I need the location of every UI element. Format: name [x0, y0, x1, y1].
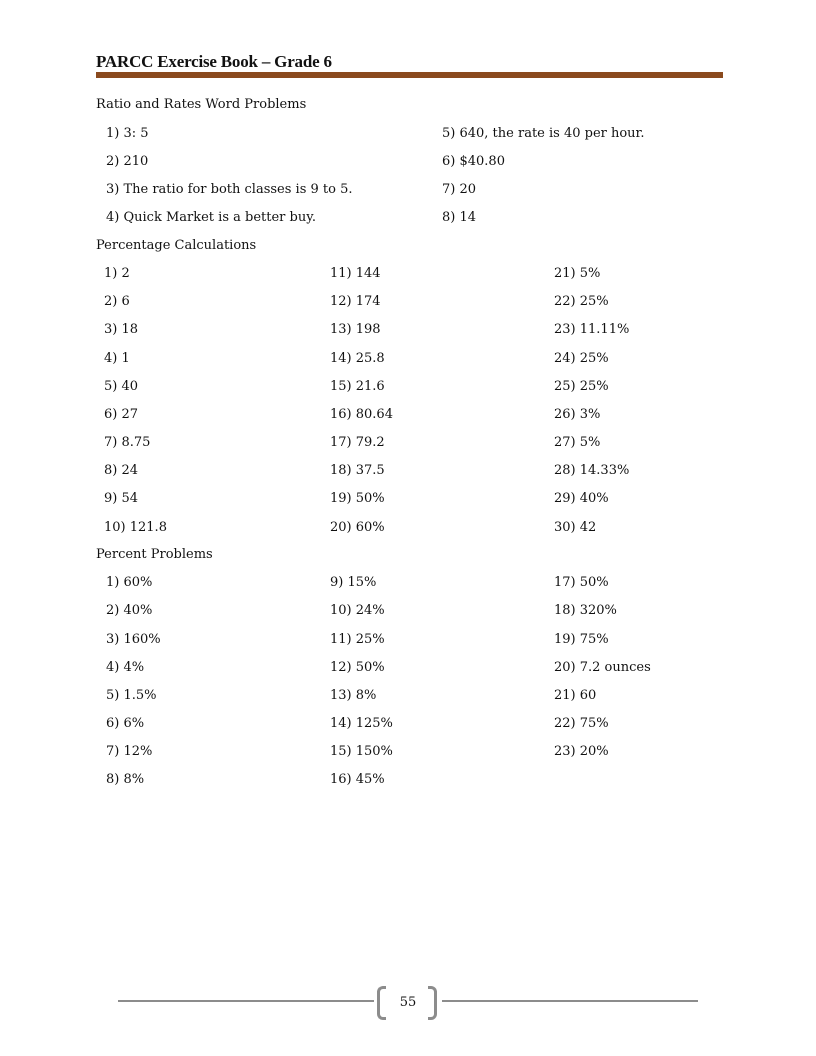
list-item: 10) 121.8	[104, 520, 167, 535]
list-item: 4) 1	[104, 351, 130, 366]
page-header-title: PARCC Exercise Book – Grade 6	[96, 52, 332, 71]
list-item: 18) 37.5	[330, 463, 385, 478]
list-item: 17) 50%	[554, 575, 609, 590]
list-item: 17) 79.2	[330, 435, 385, 450]
list-item: 7) 8.75	[104, 435, 151, 450]
list-item: 6) 27	[104, 407, 139, 422]
list-item: 7) 12%	[106, 744, 153, 759]
list-item: 14) 125%	[330, 716, 393, 731]
list-item: 8) 14	[442, 210, 477, 225]
list-item: 24) 25%	[554, 351, 609, 366]
list-item: 9) 15%	[330, 575, 377, 590]
list-item: 21) 5%	[554, 266, 601, 281]
list-item: 23) 11.11%	[554, 322, 630, 337]
list-item: 5) 40	[104, 379, 139, 394]
list-item: 22) 75%	[554, 716, 609, 731]
list-item: 30) 42	[554, 520, 597, 535]
list-item: 25) 25%	[554, 379, 609, 394]
list-item: 5) 640, the rate is 40 per hour.	[442, 126, 645, 141]
list-item: 6) 6%	[106, 716, 145, 731]
list-item: 3) The ratio for both classes is 9 to 5.	[106, 182, 353, 197]
list-item: 6) $40.80	[442, 154, 505, 169]
list-item: 4) Quick Market is a better buy.	[106, 210, 316, 225]
list-item: 12) 174	[330, 294, 381, 309]
list-item: 13) 198	[330, 322, 381, 337]
list-item: 19) 50%	[330, 491, 385, 506]
footer-rule-left	[118, 1000, 374, 1002]
list-item: 8) 8%	[106, 772, 145, 787]
section-title-ratio: Ratio and Rates Word Problems	[96, 97, 307, 112]
list-item: 1) 60%	[106, 575, 153, 590]
list-item: 7) 20	[442, 182, 477, 197]
page-number: 55	[399, 995, 417, 1010]
list-item: 20) 60%	[330, 520, 385, 535]
list-item: 1) 3: 5	[106, 126, 149, 141]
list-item: 28) 14.33%	[554, 463, 630, 478]
list-item: 9) 54	[104, 491, 139, 506]
list-item: 18) 320%	[554, 603, 617, 618]
list-item: 1) 2	[104, 266, 130, 281]
section-title-percentage: Percentage Calculations	[96, 238, 257, 253]
list-item: 11) 25%	[330, 632, 385, 647]
list-item: 2) 6	[104, 294, 130, 309]
list-item: 23) 20%	[554, 744, 609, 759]
footer-rule-right	[442, 1000, 698, 1002]
list-item: 3) 160%	[106, 632, 161, 647]
list-item: 15) 21.6	[330, 379, 385, 394]
list-item: 3) 18	[104, 322, 139, 337]
list-item: 19) 75%	[554, 632, 609, 647]
list-item: 11) 144	[330, 266, 381, 281]
list-item: 5) 1.5%	[106, 688, 157, 703]
list-item: 10) 24%	[330, 603, 385, 618]
list-item: 14) 25.8	[330, 351, 385, 366]
list-item: 12) 50%	[330, 660, 385, 675]
header-rule	[96, 72, 723, 78]
list-item: 13) 8%	[330, 688, 377, 703]
list-item: 22) 25%	[554, 294, 609, 309]
left-bracket-icon	[377, 986, 386, 1020]
list-item: 8) 24	[104, 463, 139, 478]
list-item: 4) 4%	[106, 660, 145, 675]
list-item: 2) 40%	[106, 603, 153, 618]
section-title-percent-problems: Percent Problems	[96, 547, 213, 562]
list-item: 20) 7.2 ounces	[554, 660, 651, 675]
list-item: 2) 210	[106, 154, 149, 169]
right-bracket-icon	[428, 986, 437, 1020]
list-item: 16) 45%	[330, 772, 385, 787]
list-item: 29) 40%	[554, 491, 609, 506]
list-item: 16) 80.64	[330, 407, 393, 422]
list-item: 21) 60	[554, 688, 597, 703]
list-item: 26) 3%	[554, 407, 601, 422]
list-item: 27) 5%	[554, 435, 601, 450]
list-item: 15) 150%	[330, 744, 393, 759]
